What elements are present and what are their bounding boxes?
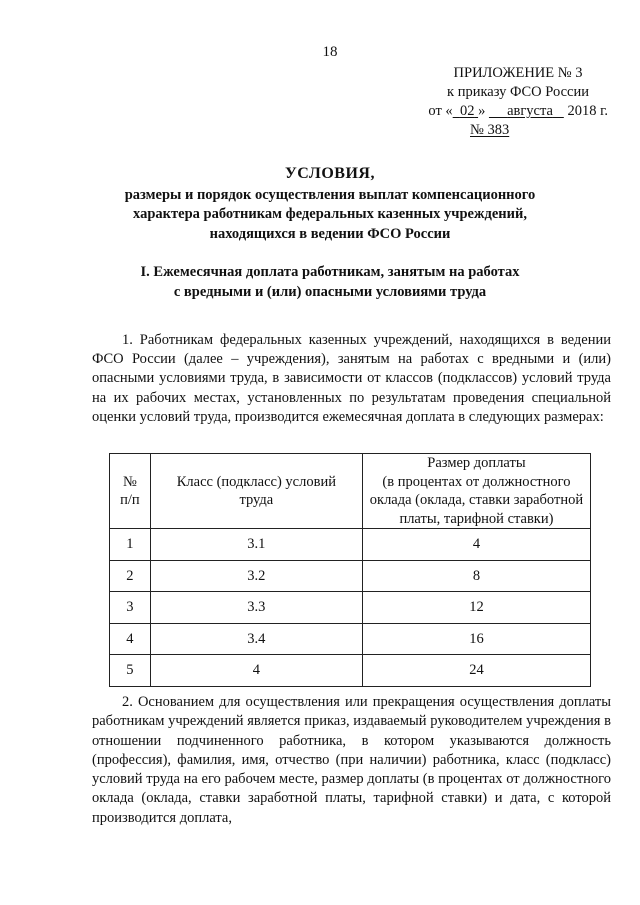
date-year: 2018 г. bbox=[567, 103, 608, 119]
cell-class: 3.3 bbox=[150, 592, 362, 624]
section-title bbox=[80, 262, 580, 302]
heading-line-1: размеры и порядок осуществления выплат компенсационного bbox=[124, 186, 536, 203]
heading-line-2: характера работникам федеральных казенных учреждений, bbox=[133, 206, 527, 222]
cell-class: 3.1 bbox=[150, 529, 362, 561]
cell-num: 5 bbox=[110, 655, 151, 687]
table-row bbox=[110, 655, 591, 687]
table-row bbox=[110, 592, 591, 624]
heading-line-3: находящихся в ведении ФСО России bbox=[209, 225, 451, 242]
appendix-order-ref: к приказу ФСО России bbox=[447, 84, 589, 100]
cell-size: 8 bbox=[362, 560, 590, 592]
allowance-table bbox=[109, 453, 591, 687]
section-title-line-1: I. Ежемесячная доплата работникам, занятым на работах bbox=[140, 264, 520, 280]
cell-size: 4 bbox=[362, 529, 590, 561]
appendix-number: № 383 bbox=[470, 122, 510, 138]
date-mid: » bbox=[478, 103, 486, 119]
table-header-row bbox=[110, 454, 591, 529]
page-number: 18 bbox=[322, 44, 338, 60]
table-row bbox=[110, 560, 591, 592]
cell-class: 3.4 bbox=[150, 623, 362, 655]
cell-size: 16 bbox=[362, 623, 590, 655]
cell-num: 3 bbox=[110, 592, 151, 624]
date-prefix: от « bbox=[428, 103, 453, 119]
date-month: августа bbox=[507, 103, 553, 119]
table-row bbox=[110, 623, 591, 655]
cell-num: 4 bbox=[110, 623, 151, 655]
table-row bbox=[110, 529, 591, 561]
section-title-line-2: с вредными и (или) опасными условиями труда bbox=[173, 284, 487, 300]
appendix-block bbox=[378, 64, 608, 140]
cell-class: 4 bbox=[150, 655, 362, 687]
date-day: 02 bbox=[459, 103, 475, 119]
cell-size: 12 bbox=[362, 592, 590, 624]
paragraph-2: 2. Основанием для осуществления или прекращения осуществления доплаты работникам учреждений является приказ, издаваемый руководителем учреждения в отношении подчиненного работника, в котором указываются должность (профессия), фамилия, имя, отчество (при наличии) работника, класс (подкласс) условий труда на его рабочем месте, размер доплаты (в процентах от должностного оклада (оклада, ставки заработной платы, тарифной ставки) и дата, с которой производится доплата, bbox=[92, 694, 611, 826]
cell-num: 2 bbox=[110, 560, 151, 592]
header-num: № п/п bbox=[110, 454, 151, 529]
appendix-title: ПРИЛОЖЕНИЕ № 3 bbox=[453, 65, 583, 81]
header-size: Размер доплаты (в процентах от должностного оклада (оклада, ставки заработной платы, тарифной ставки) bbox=[362, 454, 590, 529]
document-title: УСЛОВИЯ, bbox=[285, 165, 375, 182]
cell-class: 3.2 bbox=[150, 560, 362, 592]
cell-num: 1 bbox=[110, 529, 151, 561]
document-heading bbox=[80, 164, 580, 244]
header-class: Класс (подкласс) условий труда bbox=[150, 454, 362, 529]
appendix-date bbox=[378, 102, 608, 121]
cell-size: 24 bbox=[362, 655, 590, 687]
paragraph-1: 1. Работникам федеральных казенных учреждений, находящихся в ведении ФСО России (далее – учреждения), занятым на работах с вредными и (или) опасными условиями труда, в зависимости от классов (подклассов) условий труда на их рабочих местах, установленных по результатам проведения специальной оценки условий труда, производится ежемесячная доплата в следующих размерах: bbox=[92, 332, 611, 425]
